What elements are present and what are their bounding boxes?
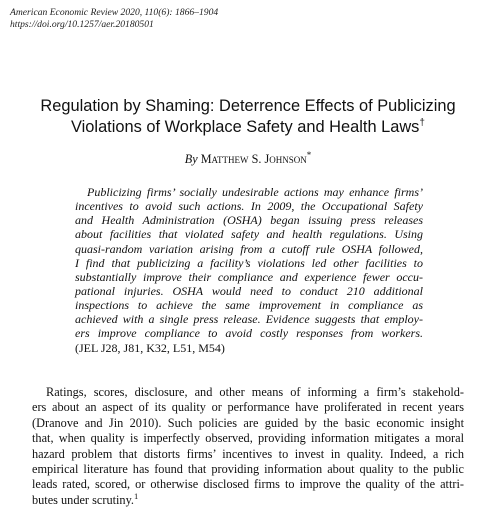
abstract-line: I find that publicizing a facility’s violations led other facilities to xyxy=(75,255,423,270)
title-line-2-text: Violations of Workplace Safety and Health Laws xyxy=(71,118,420,136)
abstract-line: about facilities that violated safety and health regulations. Using xyxy=(75,227,423,242)
abstract-line: quasi-random variation arising from a cutoff rule OSHA followed, xyxy=(75,241,423,256)
doi-link[interactable]: https://doi.org/10.1257/aer.20180501 xyxy=(10,19,154,30)
byline-by: By xyxy=(184,152,198,166)
journal-citation: American Economic Review 2020, 110(6): 1866–1904 xyxy=(10,7,219,18)
abstract-line: achieved with a single press release. Evidence suggests that employ- xyxy=(75,312,423,327)
body-line: Ratings, scores, disclosure, and other means of informing a firm’s stakehold- xyxy=(46,385,464,399)
body-line: ers about an aspect of its quality or performance have proliferated in recent years xyxy=(32,400,464,415)
body-line: hazard problem that distorts firms’ incentives to invest in quality. Indeed, a rich xyxy=(32,446,464,461)
abstract-line: Publicizing firms’ socially undesirable actions may enhance firms’ xyxy=(87,185,423,199)
abstract-line: pational injuries. OSHA would need to conduct 210 additional xyxy=(75,283,423,298)
body-line: empirical literature has found that providing information about quality to the public xyxy=(32,461,464,476)
body-last-line xyxy=(32,490,464,508)
jel-codes: (JEL J28, J81, K32, L51, M54) xyxy=(75,340,225,355)
title-line-2 xyxy=(20,117,476,138)
byline xyxy=(0,149,496,166)
author-name: Matthew S. Johnson xyxy=(200,152,307,166)
abstract-line: incentives to avoid such actions. In 2009, the Occupational Safety xyxy=(75,199,423,214)
abstract-line: inspections to achieve the same improvement in compliance as xyxy=(75,298,423,313)
running-head xyxy=(10,7,218,31)
body-line: that, when quality is imperfectly observed, providing information mitigates a moral xyxy=(32,431,464,446)
article-title xyxy=(20,96,476,138)
abstract-line: ers improve compliance to avoid costly responses from workers. xyxy=(75,326,423,341)
body-last-line-text: butes under scrutiny. xyxy=(32,492,134,507)
body-line: (Dranove and Jin 2010). Such policies are guided by the basic economic insight xyxy=(32,415,464,430)
body-line: leads rated, scored, or otherwise disclosed firms to improve the quality of the attri- xyxy=(32,477,464,492)
abstract-line: and Health Administration (OSHA) began issuing press releases xyxy=(75,213,423,228)
body-paragraph xyxy=(32,385,464,508)
title-dagger-footnote[interactable]: † xyxy=(419,117,425,129)
footnote-mark-1[interactable]: 1 xyxy=(134,490,139,501)
abstract xyxy=(75,185,423,355)
abstract-line: substantially improve their compliance and experience fewer occu- xyxy=(75,269,423,284)
author-footnote-mark[interactable]: * xyxy=(306,149,312,160)
title-line-1: Regulation by Shaming: Deterrence Effects of Publicizing xyxy=(40,97,456,115)
